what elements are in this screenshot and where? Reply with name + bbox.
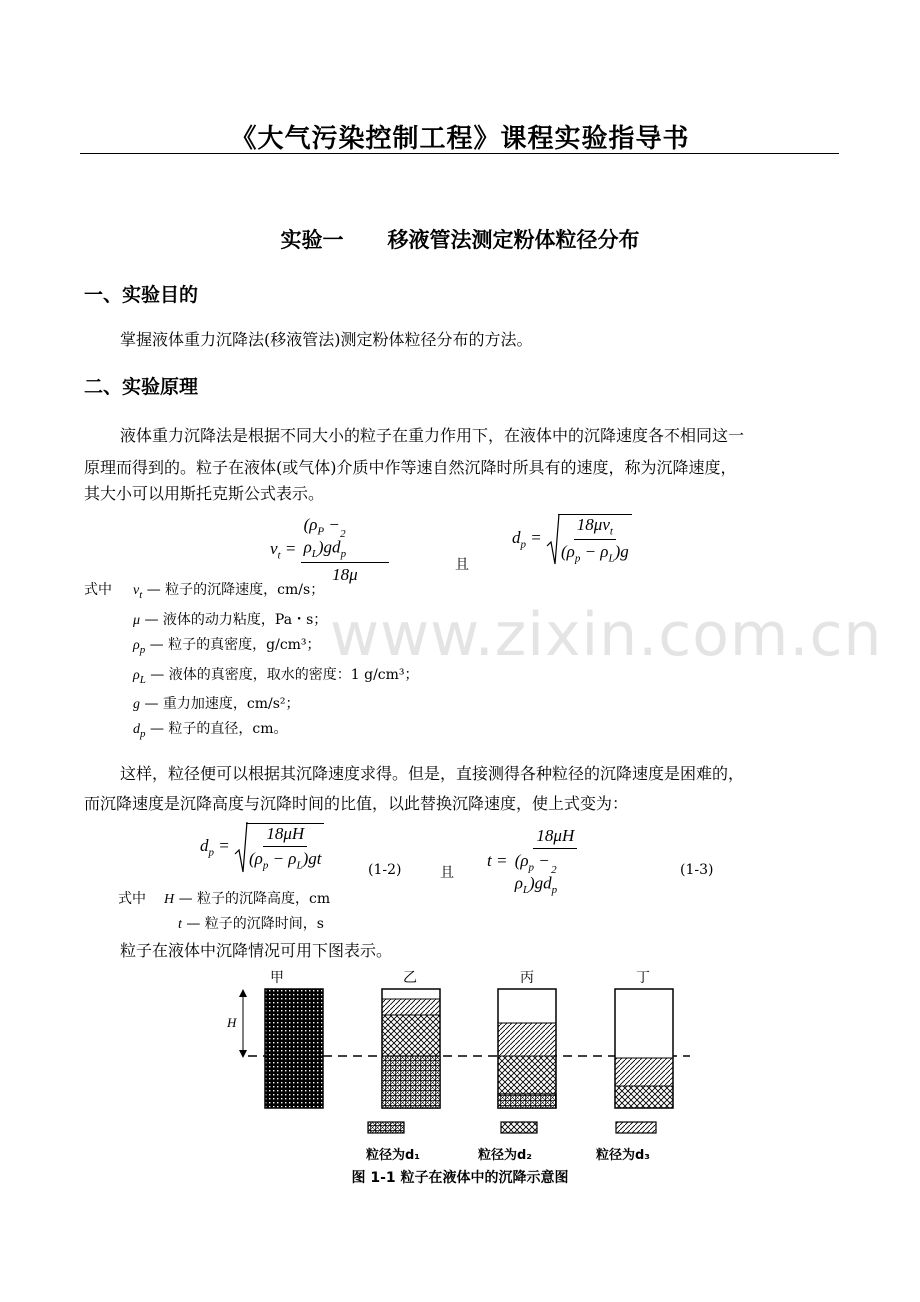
definition-item: $d_p$ — 粒子的直径，cm。 (133, 721, 288, 741)
equation-number-1-3: (1-3) (680, 862, 714, 878)
section-heading-purpose: 一、实验目的 (84, 284, 199, 306)
equation-1-3: t = $\frac{18\mu H}{(\rho_p - \rho_L)gd_p^2}$ (487, 826, 599, 896)
principle-line-2: 原理而得到的。粒子在液体(或气体)介质中作等速自然沉降时所具有的速度，称为沉降速度， (84, 458, 737, 477)
title-rule (80, 153, 839, 154)
section-heading-principle: 二、实验原理 (84, 376, 199, 398)
replacement-line-2: 而沉降速度是沉降高度与沉降时间的比值，以此替换沉降速度，使上式变为： (84, 794, 629, 813)
equation-1-2: $d_p$ = $\frac{18\mu H}{(\rho_p - \rho_L)gt}$ (200, 820, 324, 874)
where-label-2: 式中 (118, 891, 146, 907)
legend-swatch-d3 (616, 1122, 656, 1133)
watermark: www.zixin.com.cn (330, 600, 883, 670)
replacement-line-1: 这样，粒径便可以根据其沉降速度求得。但是，直接测得各种粒径的沉降速度是困难的， (120, 764, 745, 783)
legend-label-d1: 粒径为d₁ (366, 1148, 420, 1163)
definition-item: t — 粒子的沉降时间，s (178, 916, 324, 932)
definition-item: μ — 液体的动力粘度，Pa・s； (133, 611, 328, 628)
where-label-1: 式中 (84, 582, 112, 598)
definition-item: g — 重力加速度，cm/s²； (133, 696, 300, 713)
cylinder-label-bing: 丙 (520, 970, 534, 986)
principle-line-3: 其大小可以用斯托克斯公式表示。 (84, 484, 325, 503)
purpose-text: 掌握液体重力沉降法(移液管法)测定粉体粒径分布的方法。 (120, 330, 533, 349)
principle-line-1: 液体重力沉降法是根据不同大小的粒子在重力作用下，在液体中的沉降速度各不相同这一 (120, 426, 745, 445)
equation-number-1-2: (1-2) (368, 862, 402, 878)
figure-intro: 粒子在液体中沉降情况可用下图表示。 (120, 941, 393, 960)
figure-caption: 图 1-1 粒子在液体中的沉降示意图 (351, 1170, 569, 1186)
and-connector-1: 且 (455, 557, 469, 573)
experiment-name: 移液管法测定粉体粒径分布 (387, 228, 640, 252)
cylinder-jia (265, 989, 323, 1108)
cylinder-label-yi: 乙 (403, 970, 417, 986)
sedimentation-diagram (220, 965, 700, 1160)
equation-particle-diameter: $d_p$ = $\frac{18\mu v_t}{(\rho_p - \rho_L)g}$ (512, 512, 632, 566)
height-label: H (227, 1015, 237, 1030)
document-title: 《大气污染控制工程》课程实验指导书 (230, 124, 690, 154)
and-connector-2: 且 (440, 865, 454, 881)
definition-item: $v_t$ — 粒子的沉降速度，cm/s； (133, 582, 325, 601)
equation-settling-velocity: $v_t$ = $\frac{(\rho_P - \rho_L)gd_p^2}{18\mu}$ (270, 515, 389, 585)
legend-label-d2: 粒径为d₂ (478, 1148, 532, 1163)
definition-item: $\rho_p$ — 粒子的真密度，g/cm³； (133, 636, 321, 656)
definition-item: H — 粒子的沉降高度，cm (164, 891, 331, 907)
definition-list-2 (164, 887, 564, 937)
cylinder-label-jia: 甲 (270, 970, 284, 986)
experiment-number: 实验一 (280, 228, 344, 252)
experiment-title (0, 224, 920, 254)
legend-swatch-d2 (501, 1122, 537, 1133)
legend-swatch-d1 (368, 1122, 404, 1133)
cylinder-label-ding: 丁 (636, 970, 650, 986)
legend-label-d3: 粒径为d₃ (596, 1148, 650, 1163)
definition-item: $\rho_L$ — 液体的真密度，取水的密度：1 g/cm³； (133, 666, 419, 686)
